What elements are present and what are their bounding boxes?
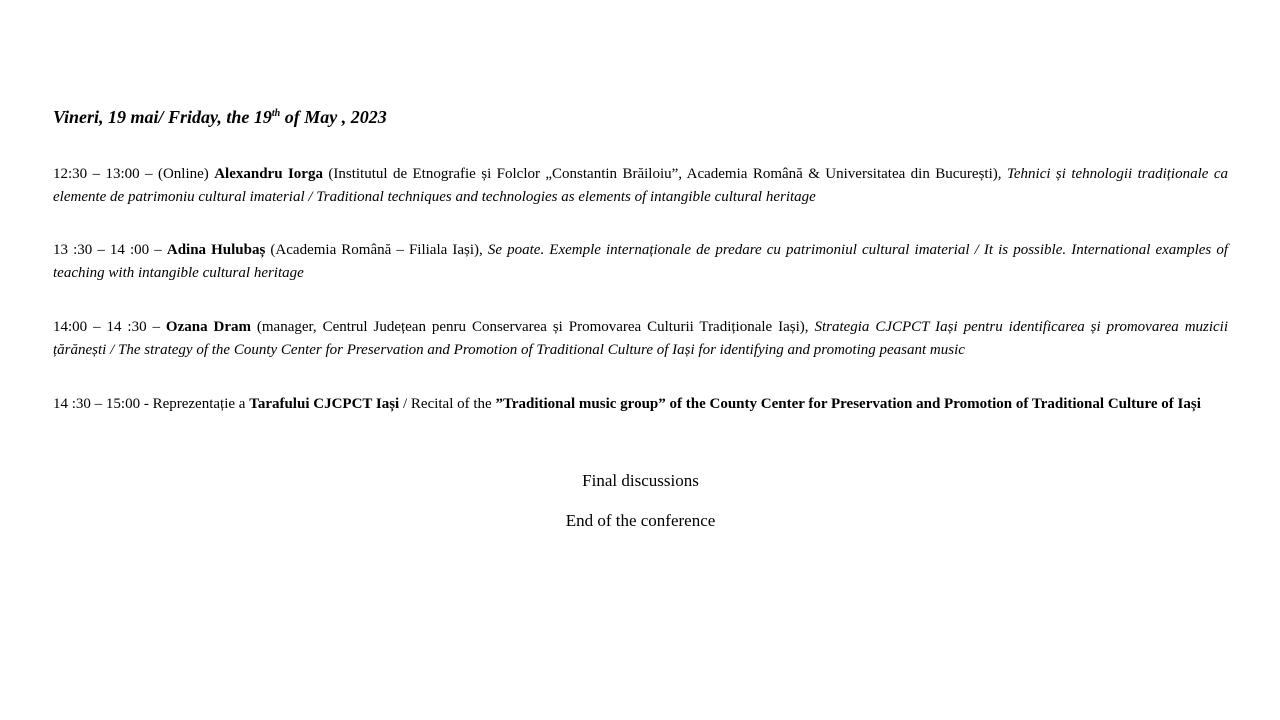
day-heading-date: of May , 2023 <box>280 107 387 127</box>
entry-performer: Tarafului CJCPCT Iași <box>249 396 400 412</box>
day-heading-text: Vineri, 19 mai/ Friday, the 19 <box>53 107 272 127</box>
entry-title: Se poate. Exemple internaționale de predare cu patrimoniul cultural imaterial / It is possible. International examples of teaching with intangible cultural heritage <box>53 242 1229 281</box>
ordinal-suffix: th <box>271 108 281 119</box>
entry-title: Tehnici și tehnologii tradiționale ca elemente de patrimoniu cultural imaterial / Traditional techniques and technologies as elements of intangible cultural heritage <box>53 166 1228 205</box>
entry-speaker: Adina Hulubaș <box>166 242 266 258</box>
entry-time: 12:30 – 13:00 – (Online) <box>53 166 215 182</box>
entry-performer-english: ”Traditional music group” of the County Center for Preservation and Promotion of Traditional Culture of Iași <box>495 396 1201 412</box>
program-entry <box>53 316 1228 361</box>
entry-connector: / Recital of the <box>399 396 496 412</box>
program-slide <box>53 0 1228 720</box>
program-entry <box>53 239 1228 284</box>
program-entry <box>53 163 1228 208</box>
entry-speaker: Alexandru Iorga <box>214 166 323 182</box>
entry-title: Strategia CJCPCT Iași pentru identificarea și promovarea muzicii țărănești / The strategy of the County Center for Preservation and Promotion of Traditional Culture of Iași for identifying and promoting peasant music <box>53 319 1229 358</box>
program-entry <box>53 393 1228 416</box>
final-discussions: Final discussions <box>582 471 699 490</box>
entry-affiliation: (manager, Centrul Județean penru Conservarea și Promovarea Culturii Tradiționale Iași), <box>250 319 815 335</box>
entry-time: 13 :30 – 14 :00 – <box>53 242 167 258</box>
entry-speaker: Ozana Dram <box>165 319 251 335</box>
entry-affiliation: (Institutul de Etnografie și Folclor „Constantin Brăiloiu”, Academia Română & Universitatea din București), <box>322 166 1007 182</box>
entry-time: 14:00 – 14 :30 – <box>53 319 166 335</box>
entry-affiliation: (Academia Română – Filiala Iași), <box>265 242 488 258</box>
day-heading <box>53 107 387 128</box>
end-of-conference: End of the conference <box>565 511 716 530</box>
entry-time: 14 :30 – 15:00 - Reprezentație a <box>53 396 250 412</box>
